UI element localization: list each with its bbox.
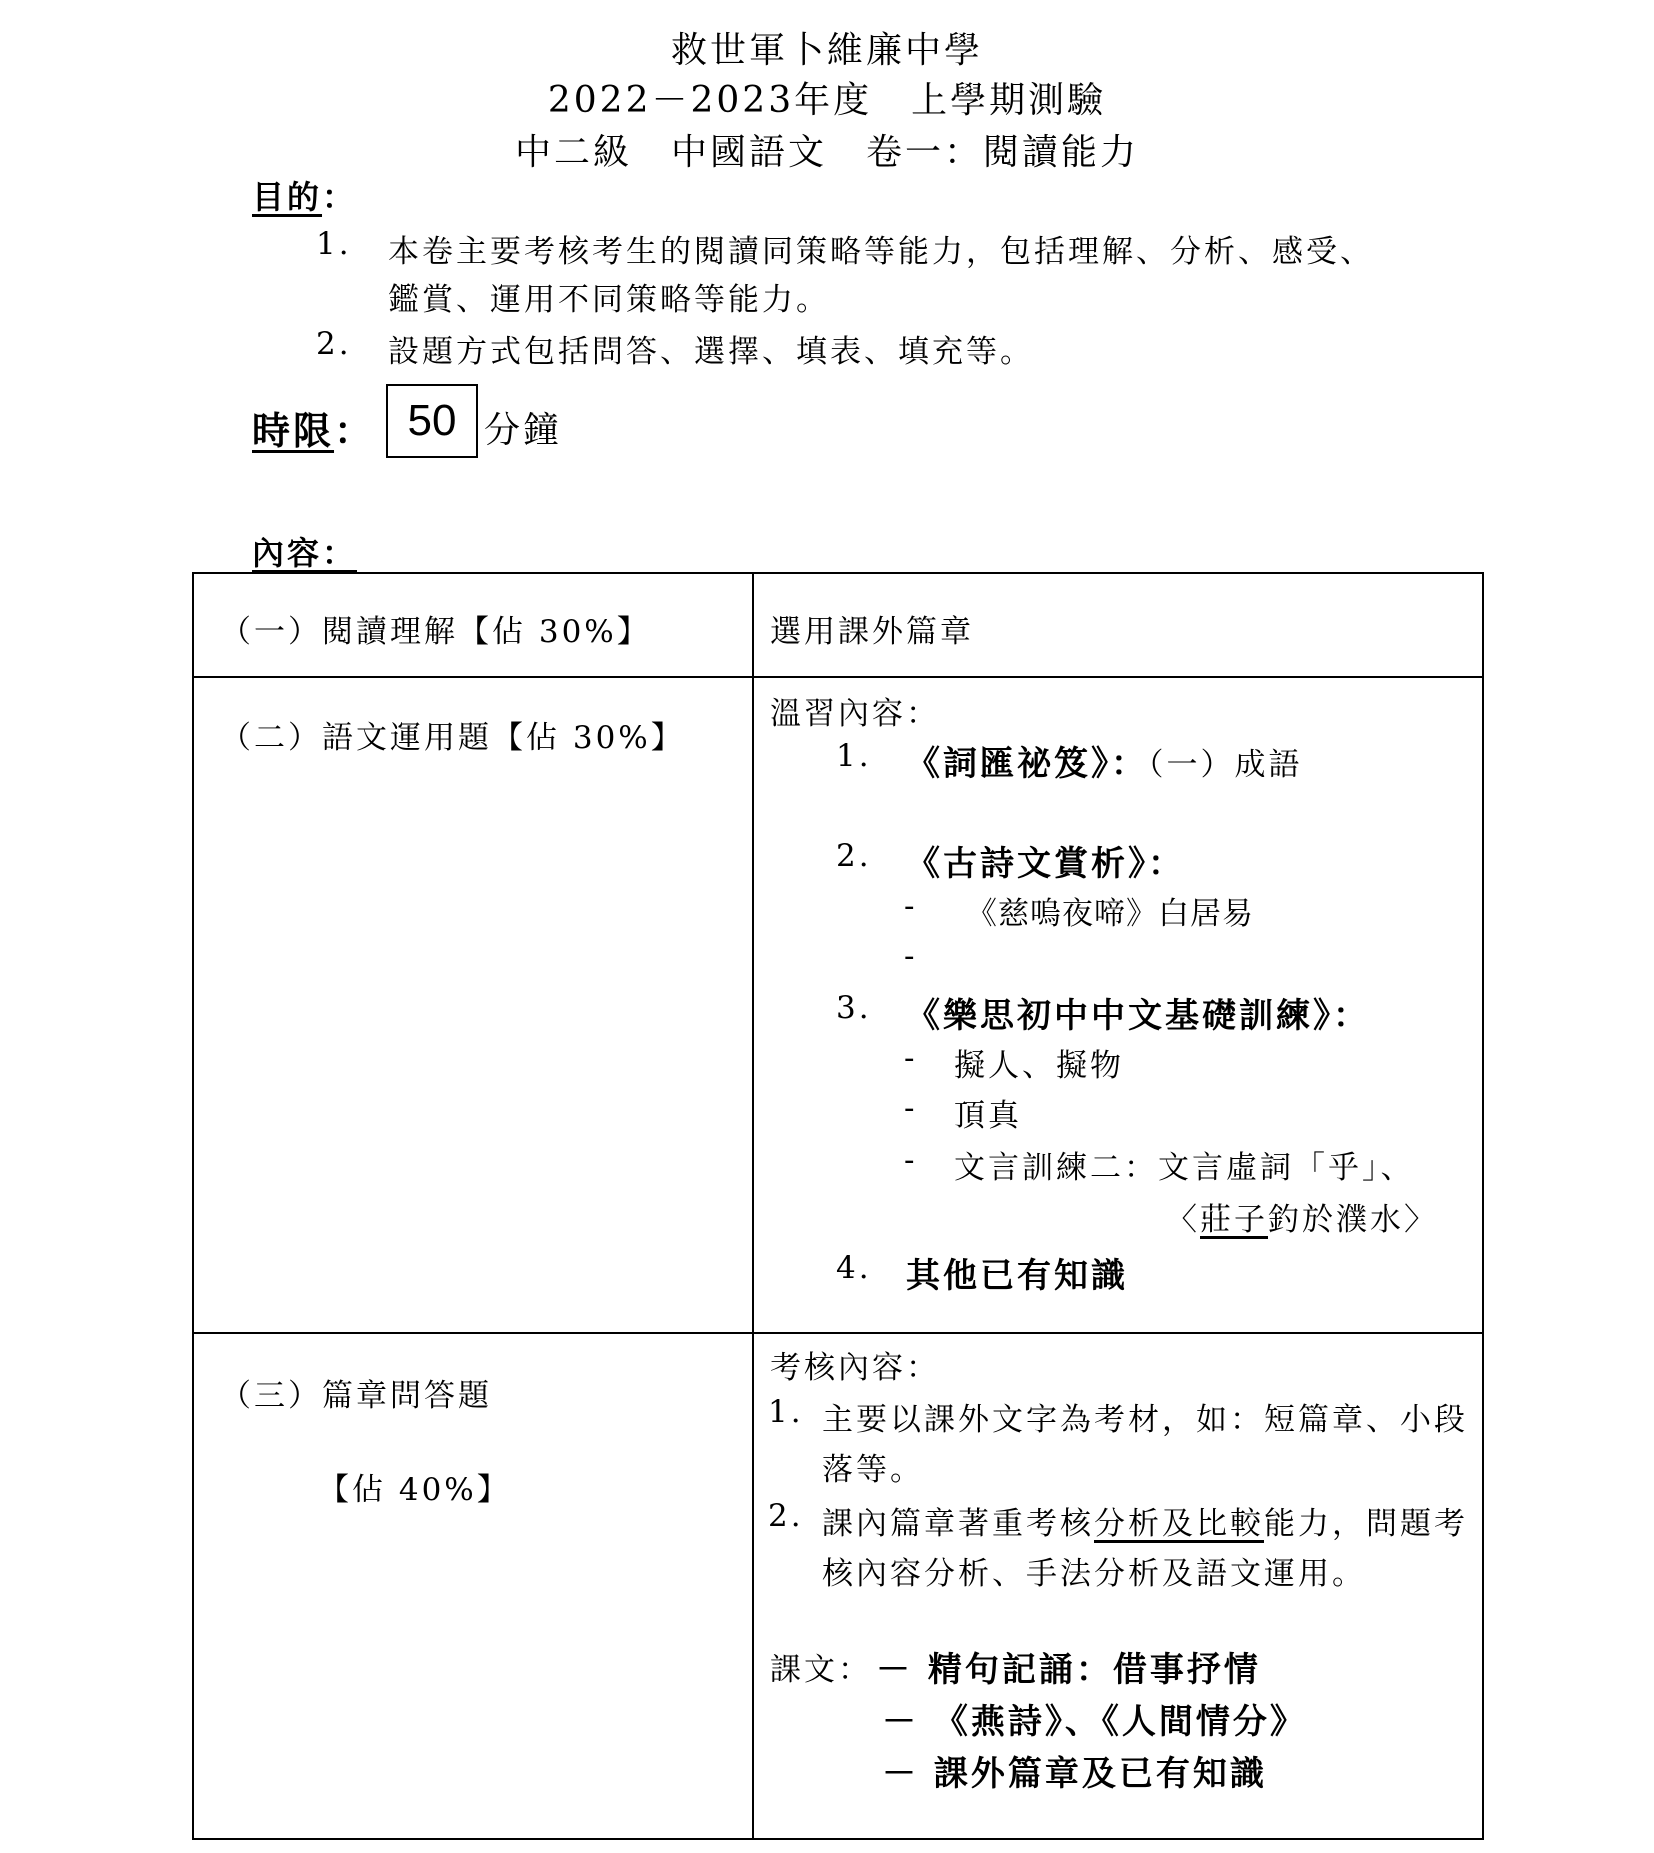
review-item-2-num: 2. [836,838,872,874]
review-item-2-title: 《古詩文賞析》： [906,844,1185,884]
assessment-item-2-line-1 [822,1498,1468,1543]
text-item-3: － 課外篇章及已有知識 [882,1754,1267,1794]
section-3-label: （三）篇章問答題 [220,1378,492,1414]
text-label: 課文： [770,1652,872,1688]
time-limit-box: 50 [386,384,478,458]
review-item-3-sub-1: 擬人、擬物 [954,1048,1124,1084]
assessment-item-1-line-2: 落等。 [822,1452,924,1488]
table-cell [193,677,753,1333]
review-item-4-title: 其他已有知識 [906,1256,1128,1296]
assessment-keyword-and: 及 [1162,1506,1196,1542]
dash-mark: - [904,938,918,974]
bracket-open: 〈 [1166,1202,1200,1238]
assessment-item-2-line-2: 核內容分析、手法分析及語文運用。 [822,1556,1366,1592]
assessment-item-1-line-1: 主要以課外文字為考材，如：短篇章、小段 [822,1402,1468,1438]
school-name: 救世軍卜維廉中學 [670,30,983,71]
dash-mark: - [904,888,918,924]
content-table [192,572,1484,1840]
review-item-3-num: 3. [836,990,872,1026]
assessment-keyword-analysis: 分析 [1094,1506,1162,1542]
review-item-3-sub-3: 文言訓練二：文言虛詞「乎」、 [954,1150,1415,1186]
review-item-3-sub-3b-rest: 釣於濮水〉 [1268,1202,1438,1238]
text-item-1: － 精句記誦：借事抒情 [876,1650,1261,1690]
table-row [193,1333,1483,1839]
section-2-label: （二）語文運用題【佔 30%】 [220,720,685,756]
review-item-4-num: 4. [836,1250,872,1286]
table-cell [753,1333,1483,1839]
review-item-1-num: 1. [836,738,872,774]
dash-mark: - [904,1090,918,1126]
table-cell [753,573,1483,677]
assessment-heading: 考核內容： [770,1350,940,1386]
purpose-item-1-line-1: 本卷主要考核考生的閱讀同策略等能力，包括理解、分析、感受、 [388,234,1374,270]
review-item-1-title: 《詞匯祕笈》： [906,744,1148,784]
review-item-3-title: 《樂思初中中文基礎訓練》： [906,996,1370,1036]
review-heading: 溫習內容： [770,696,940,732]
assessment-item-2-post: 能力，問題考 [1264,1506,1468,1542]
term-title: 2022－2023年度 上學期測驗 [547,80,1107,121]
section-1-content: 選用課外篇章 [770,614,974,650]
purpose-heading [252,172,357,218]
purpose-item-2-text: 設題方式包括問答、選擇、填表、填充等。 [388,334,1034,370]
content-label: 內容： [252,534,358,572]
table-cell [753,677,1483,1333]
purpose-item-1-line-2: 鑑賞、運用不同策略等能力。 [388,282,830,318]
section-3-weight: 【佔 40%】 [318,1472,511,1508]
section-1-label: （一）閱讀理解【佔 30%】 [220,614,651,650]
purpose-item-2-num: 2. [316,326,352,362]
time-unit: 分鐘 [484,410,563,451]
review-item-2-sub-1: 《慈嗚夜啼》白居易 [966,896,1254,932]
review-item-3-sub-3b [1166,1194,1438,1239]
purpose-item-1-num: 1. [316,226,352,262]
assessment-keyword-compare: 比較 [1196,1506,1264,1542]
dash-mark: - [904,1040,918,1076]
table-cell [193,1333,753,1839]
purpose-label: 目的 [252,178,323,216]
time-heading [252,400,375,455]
time-label: 時限 [252,408,335,453]
table-cell [193,573,753,677]
review-item-1 [906,736,1303,785]
table-row [193,677,1483,1333]
paper-title: 中二級 中國語文 卷一：閱讀能力 [514,132,1139,173]
assessment-item-2-num: 2. [768,1498,804,1534]
time-colon: ： [334,408,376,453]
review-item-1-rest: （一）成語 [1148,747,1303,783]
text-item-2: － 《燕詩》、《人間情分》 [882,1702,1307,1742]
table-row [193,573,1483,677]
assessment-item-1-num: 1. [768,1394,804,1430]
assessment-item-2-pre: 課內篇章著重考核 [822,1506,1094,1542]
person-name: 莊子 [1200,1202,1268,1238]
dash-mark: - [904,1142,918,1178]
review-item-3-sub-2: 頂真 [954,1098,1022,1134]
purpose-colon: ： [322,178,358,216]
